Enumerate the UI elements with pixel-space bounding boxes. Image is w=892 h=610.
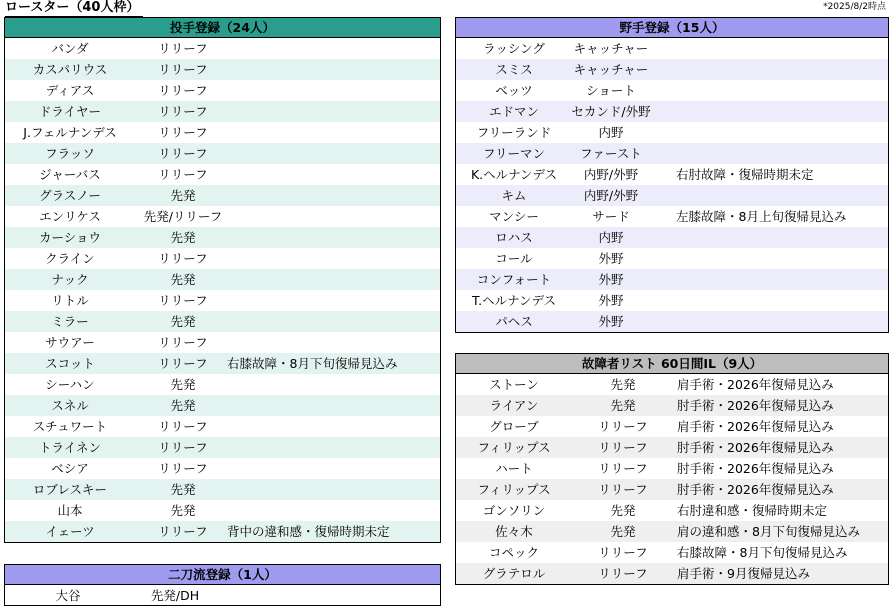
player-position: 先発/DH (150, 588, 200, 603)
table-row (5, 290, 440, 311)
fielders-panel (455, 17, 889, 333)
player-note: 肩手術・2026年復帰見込み (677, 377, 834, 392)
table-row (5, 80, 440, 101)
player-note (676, 122, 886, 143)
table-row (5, 59, 440, 80)
table-row (456, 395, 888, 416)
injured-list-header: 故障者リスト 60日間IL（9人） (456, 354, 888, 374)
table-row (5, 122, 440, 143)
table-row (456, 101, 888, 122)
table-row (5, 500, 440, 521)
as-of-date: *2025/8/2時点 (823, 2, 886, 12)
table-row (5, 585, 440, 606)
player-position: リリーフ (598, 566, 648, 581)
player-note (227, 269, 441, 290)
player-note: 肩手術・9月復帰見込み (677, 566, 810, 581)
player-name: シーハン (45, 377, 95, 392)
player-position: ショート (586, 83, 636, 98)
player-position: セカンド/外野 (571, 104, 651, 119)
player-note (676, 38, 886, 59)
player-name: グラテロル (482, 566, 546, 581)
player-name: T.ヘルナンデス (471, 293, 556, 308)
table-row (5, 269, 440, 290)
player-note: 右肘違和感・復帰時期未定 (677, 503, 828, 518)
table-row (456, 542, 888, 563)
player-position: 先発 (170, 272, 196, 287)
table-row (5, 353, 440, 374)
two-way-panel (4, 564, 441, 606)
player-name: スコット (45, 356, 95, 371)
fielders-rows (456, 38, 888, 332)
player-position: 外野 (598, 314, 624, 329)
player-note: 右膝故障・8月下旬復帰見込み (227, 356, 398, 371)
table-row (5, 248, 440, 269)
player-position: 内野/外野 (583, 167, 639, 182)
player-note (227, 38, 441, 59)
player-note (227, 122, 441, 143)
table-row (5, 395, 440, 416)
player-position: キャッチャー (573, 62, 649, 77)
table-row (5, 311, 440, 332)
player-position: 内野 (598, 230, 624, 245)
player-note (227, 206, 441, 227)
player-position: 先発 (170, 314, 196, 329)
player-name: エドマン (488, 104, 539, 119)
player-note: 肘手術・2026年復帰見込み (677, 482, 834, 497)
player-position: リリーフ (158, 524, 208, 539)
table-row (5, 458, 440, 479)
player-position: 先発/リリーフ (143, 209, 223, 224)
player-name: スチュワート (32, 419, 108, 434)
player-note: 左膝故障・8月上旬復帰見込み (676, 209, 847, 224)
injured-list-panel (455, 353, 889, 585)
table-row (5, 437, 440, 458)
player-name: K.ヘルナンデス (470, 167, 558, 182)
player-note (227, 227, 441, 248)
player-name: バンダ (51, 41, 89, 56)
table-row (456, 269, 888, 290)
table-row (456, 185, 888, 206)
player-position: リリーフ (158, 440, 208, 455)
player-name: リトル (51, 293, 89, 308)
table-row (456, 248, 888, 269)
player-note (676, 80, 886, 101)
table-row (5, 374, 440, 395)
player-note: 右膝故障・8月下旬復帰見込み (677, 545, 848, 560)
player-position: 先発 (170, 188, 196, 203)
player-name: フリーランド (476, 125, 552, 140)
player-name: ディアス (45, 83, 95, 98)
player-name: フラッソ (45, 146, 95, 161)
player-position: リリーフ (598, 545, 648, 560)
pitchers-header: 投手登録（24人） (5, 18, 440, 38)
player-note (676, 227, 886, 248)
player-position: リリーフ (598, 482, 648, 497)
player-name: コペック (488, 545, 539, 560)
player-note (227, 290, 441, 311)
player-position: リリーフ (158, 125, 208, 140)
player-note (676, 101, 886, 122)
player-name: ハート (495, 461, 533, 476)
player-note (227, 395, 441, 416)
player-note: 肩手術・2026年復帰見込み (677, 419, 834, 434)
page-title: ロースター（40人枠） (5, 0, 143, 17)
player-name: キム (501, 188, 527, 203)
player-name: 大谷 (55, 588, 81, 603)
player-note (227, 479, 441, 500)
player-position: リリーフ (158, 104, 208, 119)
player-position: リリーフ (158, 461, 208, 476)
player-name: ミラー (51, 314, 89, 329)
player-note (227, 248, 441, 269)
player-note: 肩の違和感・8月下旬復帰見込み (677, 524, 860, 539)
player-note (227, 416, 441, 437)
player-position: リリーフ (158, 83, 208, 98)
table-row (456, 206, 888, 227)
player-note (227, 185, 441, 206)
player-note (227, 59, 441, 80)
player-name: フリーマン (482, 146, 545, 161)
player-name: ドライヤー (38, 104, 102, 119)
player-name: 佐々木 (495, 524, 533, 539)
player-position: 外野 (598, 251, 624, 266)
player-position: リリーフ (158, 62, 208, 77)
player-name: マンシー (489, 209, 539, 224)
table-row (456, 437, 888, 458)
table-row (456, 122, 888, 143)
pitchers-panel (4, 17, 441, 543)
player-position: 外野 (598, 272, 624, 287)
player-name: イェーツ (45, 524, 95, 539)
player-note (227, 332, 441, 353)
player-position: 先発 (610, 524, 636, 539)
pitchers-rows (5, 38, 440, 542)
player-position: リリーフ (158, 41, 208, 56)
player-note (676, 143, 886, 164)
table-row (456, 311, 888, 332)
table-row (5, 479, 440, 500)
player-note: 肘手術・2026年復帰見込み (677, 440, 834, 455)
player-name: コンフォート (476, 272, 552, 287)
player-note (227, 458, 441, 479)
player-note: 右肘故障・復帰時期未定 (676, 167, 814, 182)
player-name: ゴンソリン (482, 503, 546, 518)
table-row (5, 206, 440, 227)
table-row (456, 227, 888, 248)
table-row (5, 416, 440, 437)
player-position: リリーフ (158, 146, 208, 161)
player-position: 先発 (610, 377, 636, 392)
player-position: リリーフ (598, 461, 648, 476)
player-name: カスパリウス (32, 62, 108, 77)
player-position: 内野 (598, 125, 624, 140)
table-row (5, 164, 440, 185)
player-note: 肘手術・2026年復帰見込み (677, 461, 834, 476)
table-row (456, 164, 888, 185)
player-position: リリーフ (158, 335, 208, 350)
player-name: スミス (495, 62, 533, 77)
player-note (227, 374, 441, 395)
player-note (676, 269, 886, 290)
player-name: ロハス (495, 230, 533, 245)
table-row (456, 521, 888, 542)
player-name: パヘス (495, 314, 533, 329)
player-name: J.フェルナンデス (23, 125, 117, 140)
player-name: グラスノー (39, 188, 101, 203)
player-name: グローブ (489, 419, 539, 434)
table-row (456, 59, 888, 80)
fielders-header: 野手登録（15人） (456, 18, 888, 38)
player-name: サウアー (45, 335, 95, 350)
player-position: リリーフ (158, 293, 208, 308)
player-position: 先発 (610, 398, 636, 413)
two-way-header: 二刀流登録（1人） (5, 565, 440, 585)
player-note (227, 101, 441, 122)
player-name: ストーン (489, 377, 539, 392)
table-row (456, 500, 888, 521)
player-position: リリーフ (598, 419, 648, 434)
table-row (456, 458, 888, 479)
player-position: 先発 (170, 503, 196, 518)
player-position: リリーフ (158, 356, 208, 371)
player-name: 山本 (57, 503, 83, 518)
table-row (456, 80, 888, 101)
player-note: 肘手術・2026年復帰見込み (677, 398, 834, 413)
table-row (456, 290, 888, 311)
player-note (676, 311, 886, 332)
player-position: リリーフ (158, 251, 208, 266)
player-position: 先発 (610, 503, 636, 518)
player-position: キャッチャー (573, 41, 649, 56)
player-name: フィリップス (477, 440, 551, 455)
player-name: ラッシング (483, 41, 545, 56)
player-name: ベシア (51, 461, 89, 476)
player-position: ファースト (580, 146, 642, 161)
player-position: 内野/外野 (583, 188, 639, 203)
player-position: 先発 (170, 482, 196, 497)
player-position: 先発 (170, 377, 196, 392)
player-name: ロブレスキー (32, 482, 108, 497)
player-name: ベッツ (495, 83, 533, 98)
player-position: サード (592, 209, 630, 224)
table-row (5, 227, 440, 248)
player-name: エンリケス (39, 209, 101, 224)
player-name: フィリップス (477, 482, 551, 497)
player-position: 先発 (170, 398, 196, 413)
player-name: スネル (51, 398, 89, 413)
player-note (227, 437, 441, 458)
player-name: コール (495, 251, 533, 266)
player-note (676, 248, 886, 269)
player-note (227, 311, 441, 332)
player-name: ジャーバス (39, 167, 101, 182)
player-note (227, 143, 441, 164)
player-note (227, 500, 441, 521)
player-note (227, 164, 441, 185)
player-position: 外野 (598, 293, 624, 308)
table-row (456, 479, 888, 500)
table-row (5, 185, 440, 206)
player-note (227, 80, 441, 101)
table-row (456, 416, 888, 437)
player-position: リリーフ (158, 167, 208, 182)
player-note (676, 59, 886, 80)
table-row (456, 374, 888, 395)
two-way-rows (5, 585, 440, 606)
player-position: リリーフ (598, 440, 648, 455)
player-position: 先発 (170, 230, 196, 245)
table-row (5, 101, 440, 122)
player-name: トライネン (38, 440, 101, 455)
player-note (676, 185, 886, 206)
injured-list-rows (456, 374, 888, 584)
table-row (456, 143, 888, 164)
table-row (5, 143, 440, 164)
player-note (676, 290, 886, 311)
player-note: 背中の違和感・復帰時期未定 (227, 524, 390, 539)
table-row (5, 521, 440, 542)
player-name: クライン (45, 251, 95, 266)
player-name: ナック (51, 272, 89, 287)
player-name: カーショウ (38, 230, 101, 245)
player-position: リリーフ (158, 419, 208, 434)
table-row (456, 563, 888, 584)
player-name: ライアン (489, 398, 539, 413)
table-row (5, 332, 440, 353)
table-row (456, 38, 888, 59)
table-row (5, 38, 440, 59)
